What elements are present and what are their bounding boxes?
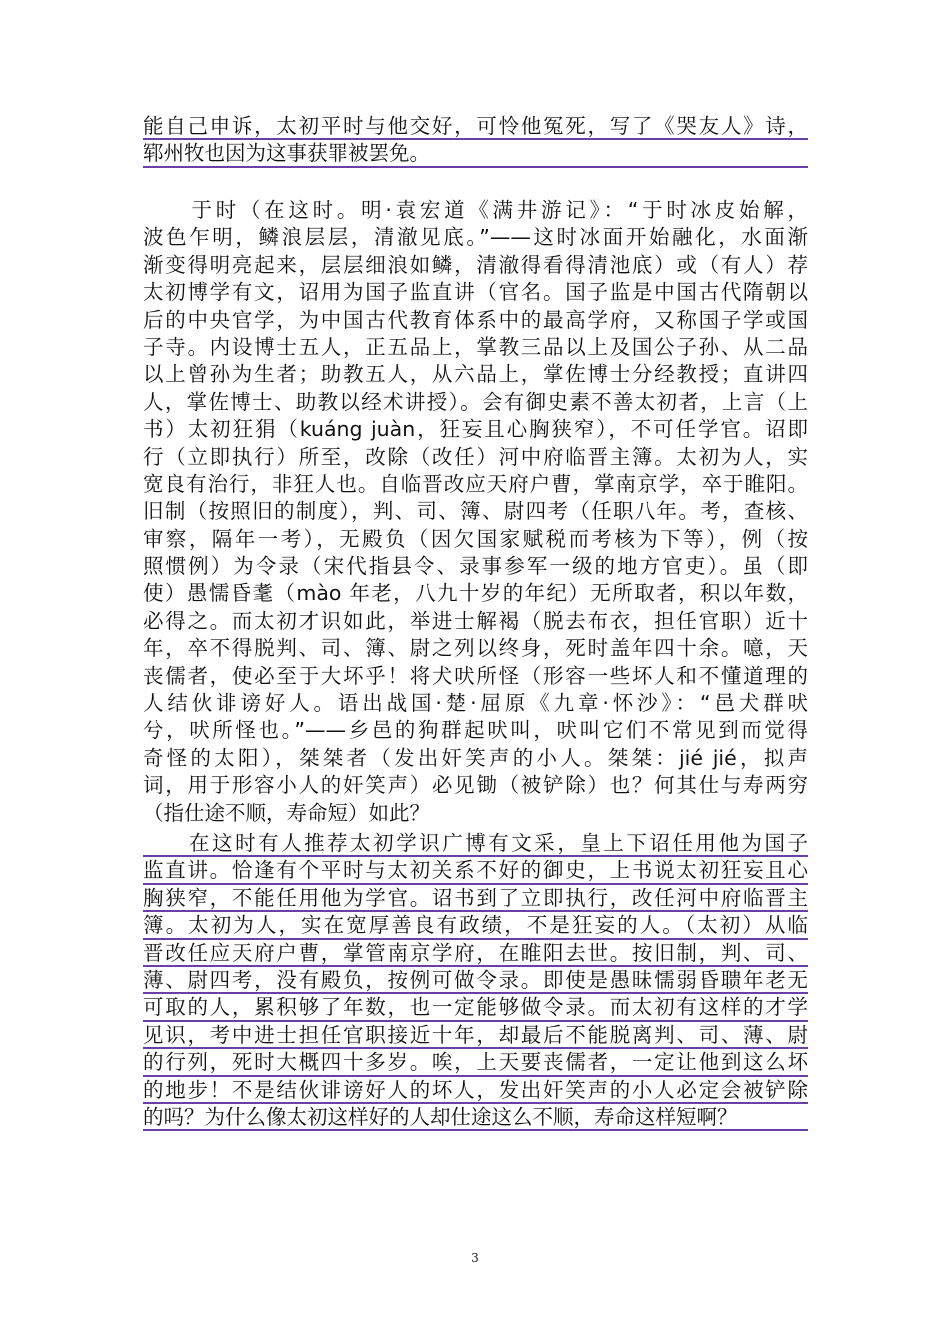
text-line: 丧儒者，使必至于大坏乎！将犬吠所怪（形容一些坏人和不懂道理的 <box>143 663 808 688</box>
text-line: 书）太初狂狷（kuáng juàn，狂妄且心胸狭窄），不可任学官。诏即 <box>143 417 808 442</box>
text-line: 见识，考中进士担任官职接近十年，却最后不能脱离判、司、薄、尉 <box>143 1022 808 1049</box>
text-line: 在这时有人推荐太初学识广博有文采，皇上下诏任用他为国子 <box>143 830 808 857</box>
text-line: 词，用于形容小人的奸笑声）必见锄（被铲除）也？何其仕与寿两穷 <box>143 773 808 798</box>
text-line: 的地步！不是结伙诽谤好人的坏人，发出奸笑声的小人必定会被铲除 <box>143 1077 808 1104</box>
text-line: 行（立即执行）所至，改除（改任）河中府临晋主簿。太初为人，实 <box>143 444 808 469</box>
text-line: 旧制（按照旧的制度），判、司、簿、尉四考（任职八年。考，查核、 <box>143 499 808 524</box>
text-line: 于时（在这时。明·袁宏道《满井游记》：“于时冰皮始解， <box>143 198 808 222</box>
text-line: 能自己申诉，太初平时与他交好，可怜他冤死，写了《哭友人》诗， <box>143 113 808 140</box>
text-line: 胸狭窄，不能任用他为学官。诏书到了立即执行，改任河中府临晋主 <box>143 885 808 912</box>
text-line: 渐变得明亮起来，层层细浪如鳞，清澈得看得清池底）或（有人）荐 <box>143 252 808 277</box>
paragraph-translation <box>143 830 808 1131</box>
text-line: 奇怪的太阳），桀桀者（发出奸笑声的小人。桀桀：jié jié，拟声 <box>143 745 808 770</box>
text-line: 以上曾孙为生者；助教五人，从六品上，掌佐博士分经教授；直讲四 <box>143 362 808 387</box>
paragraph-original-annotated <box>143 197 808 827</box>
text-line: 郓州牧也因为这事获罪被罢免。 <box>143 140 808 167</box>
text-line: 太初博学有文，诏用为国子监直讲（官名。国子监是中国古代隋朝以 <box>143 280 808 305</box>
text-line: 年，卒不得脱判、司、簿、尉之列以终身，死时盖年四十余。噫，天 <box>143 636 808 661</box>
text-line: 后的中央官学，为中国古代教育体系中的最高学府，又称国子学或国 <box>143 307 808 332</box>
text-line: 的行列，死时大概四十多岁。唉，上天要丧儒者，一定让他到这么坏 <box>143 1049 808 1076</box>
paragraph-translation-tail <box>143 113 808 168</box>
text-line: 兮，吠所怪也。”——乡邑的狗群起吠叫，吠叫它们不常见到而觉得 <box>143 718 808 743</box>
text-line: 照惯例）为令录（宋代指县令、录事参军一级的地方官吏）。虽（即 <box>143 554 808 579</box>
text-line: 人，掌佐博士、助教以经术讲授）。会有御史素不善太初者，上言（上 <box>143 389 808 414</box>
text-line: （指仕途不顺，寿命短）如此？ <box>143 800 430 825</box>
text-line: 监直讲。恰逢有个平时与太初关系不好的御史，上书说太初狂妄且心 <box>143 857 808 884</box>
text-line: 的吗？为什么像太初这样好的人却仕途这么不顺，寿命这样短啊？ <box>143 1104 808 1131</box>
text-line: 使）愚懦昏耄（mào 年老，八九十岁的年纪）无所取者，积以年数， <box>143 581 808 606</box>
text-line: 簿。太初为人，实在宽厚善良有政绩，不是狂妄的人。（太初）从临 <box>143 912 808 939</box>
text-line: 可取的人，累积够了年数，也一定能够做令录。而太初有这样的才学 <box>143 994 808 1021</box>
text-line: 人结伙诽谤好人。语出战国·楚·屈原《九章·怀沙》：“邑犬群吠 <box>143 691 808 716</box>
text-line: 审察，隔年一考），无殿负（因欠国家赋税而考核为下等），例（按 <box>143 526 808 551</box>
text-line: 薄、尉四考，没有殿负，按例可做令录。即使是愚昧懦弱昏聩年老无 <box>143 967 808 994</box>
text-line: 波色乍明，鳞浪层层，清澈见底。”——这时冰面开始融化，水面渐 <box>143 225 808 250</box>
text-line: 宽良有治行，非狂人也。自临晋改应天府户曹，掌南京学，卒于睢阳。 <box>143 471 808 496</box>
text-line: 晋改任应天府户曹，掌管南京学府，在睢阳去世。按旧制，判、司、 <box>143 940 808 967</box>
page-number: 3 <box>471 1251 479 1265</box>
text-line: 必得之。而太初才识如此，举进士解褐（脱去布衣，担任官职）近十 <box>143 608 808 633</box>
text-line: 子寺。内设博士五人，正五品上，掌教三品以上及国公子孙、从二品 <box>143 334 808 359</box>
